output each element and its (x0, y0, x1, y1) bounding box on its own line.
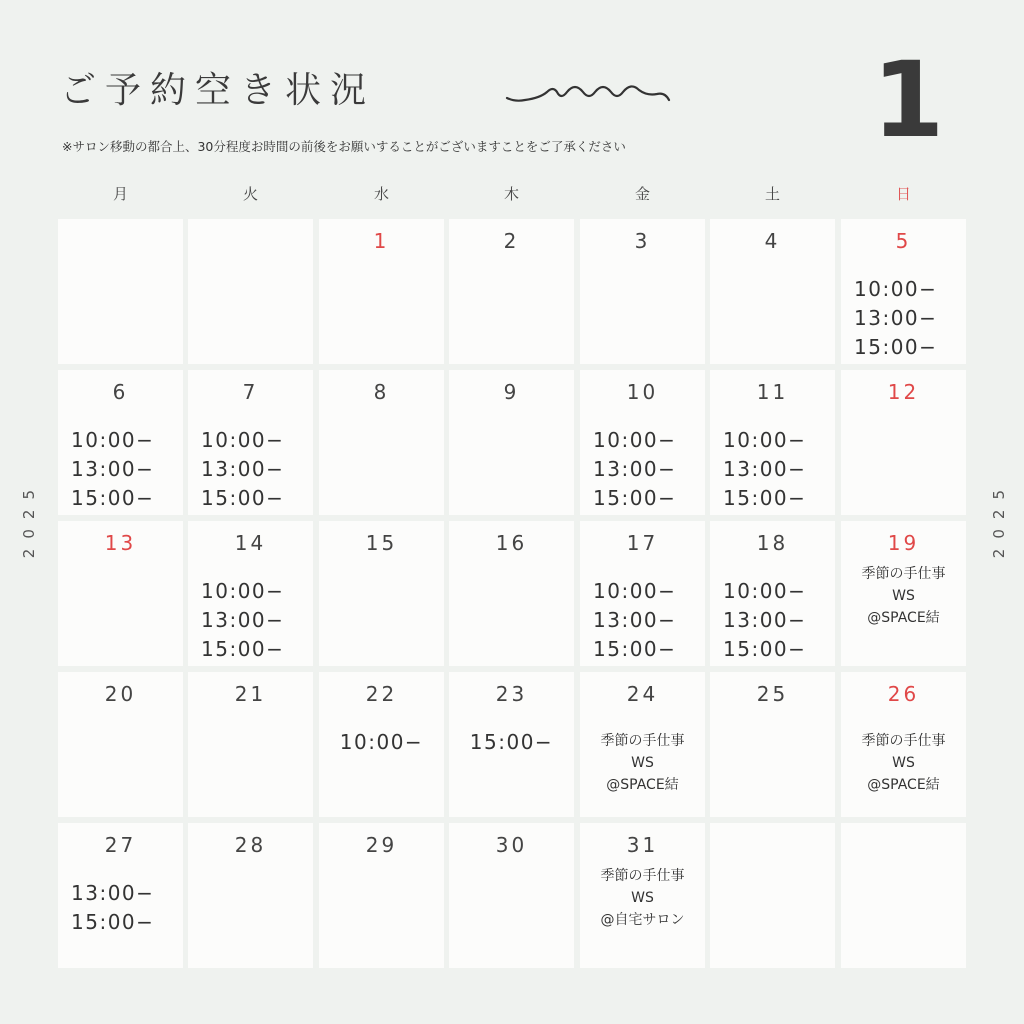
time-slot: 10:00− (854, 277, 938, 301)
available-times (71, 426, 154, 513)
available-times (319, 728, 444, 757)
calendar-day-cell[interactable] (449, 219, 574, 364)
calendar-day-cell[interactable] (319, 219, 444, 364)
available-times (723, 577, 806, 664)
time-slot: 13:00− (593, 608, 677, 632)
calendar-day-cell (58, 219, 183, 364)
time-slot: 13:00− (201, 608, 285, 632)
calendar-day-cell[interactable] (449, 370, 574, 515)
time-slot: 10:00− (593, 428, 677, 452)
calendar-day-cell[interactable] (580, 823, 705, 968)
year-label-right: 2025 (990, 480, 1008, 559)
calendar-day-cell[interactable] (188, 672, 313, 817)
available-times (201, 426, 284, 513)
calendar-day-cell[interactable] (841, 521, 966, 666)
calendar-day-cell (188, 219, 313, 364)
available-times (71, 879, 154, 937)
calendar-day-cell[interactable] (841, 370, 966, 515)
calendar-day-cell[interactable] (58, 521, 183, 666)
calendar-day-cell[interactable] (449, 672, 574, 817)
day-number: 18 (756, 531, 789, 555)
calendar-day-cell[interactable] (580, 219, 705, 364)
day-number: 31 (626, 833, 659, 857)
calendar-day-cell[interactable] (710, 219, 835, 364)
time-slot: 10:00− (201, 579, 285, 603)
time-slot: 13:00− (71, 457, 155, 481)
day-number: 16 (495, 531, 528, 555)
weekday-label: 金 (634, 185, 650, 203)
available-times (593, 577, 676, 664)
available-times (593, 426, 676, 513)
day-number: 15 (365, 531, 398, 555)
event-label (841, 730, 966, 796)
time-slot: 13:00− (201, 457, 285, 481)
calendar-day-cell[interactable] (580, 521, 705, 666)
day-number: 29 (365, 833, 398, 857)
time-slot: 10:00− (723, 579, 807, 603)
time-slot: 15:00− (723, 486, 807, 510)
calendar-day-cell[interactable] (319, 370, 444, 515)
day-number: 14 (234, 531, 267, 555)
calendar-day-cell[interactable] (58, 823, 183, 968)
calendar-day-cell[interactable] (319, 521, 444, 666)
day-number: 24 (626, 682, 659, 706)
calendar-day-cell[interactable] (841, 672, 966, 817)
event-label (580, 730, 705, 796)
weekday-label: 火 (242, 185, 258, 203)
calendar-day-cell[interactable] (319, 823, 444, 968)
time-slot: 15:00− (593, 637, 677, 661)
time-slot: 15:00− (854, 335, 938, 359)
day-number: 1 (373, 229, 390, 253)
month-number: 1 (872, 39, 945, 161)
calendar-day-cell (841, 823, 966, 968)
calendar-day-cell[interactable] (188, 521, 313, 666)
day-number: 21 (234, 682, 267, 706)
time-slot: 15:00− (201, 486, 285, 510)
event-line: WS (892, 588, 915, 604)
event-label (580, 865, 705, 931)
day-number: 30 (495, 833, 528, 857)
event-line: WS (892, 755, 915, 771)
calendar-day-cell[interactable] (449, 521, 574, 666)
calendar-day-cell[interactable] (188, 823, 313, 968)
time-slot: 10:00− (723, 428, 807, 452)
time-slot: 10:00− (201, 428, 285, 452)
day-number: 10 (626, 380, 659, 404)
calendar-day-cell[interactable] (58, 370, 183, 515)
calendar-day-cell (710, 823, 835, 968)
day-number: 8 (373, 380, 390, 404)
page-title: ご予約空き状況 (60, 70, 376, 111)
time-slot: 15:00− (201, 637, 285, 661)
day-number: 27 (104, 833, 137, 857)
available-times (449, 728, 574, 757)
calendar-day-cell[interactable] (710, 521, 835, 666)
calendar-day-cell[interactable] (58, 672, 183, 817)
event-line: @自宅サロン (600, 912, 685, 928)
time-slot: 15:00− (71, 486, 155, 510)
weekday-label: 水 (373, 185, 389, 203)
day-number: 3 (634, 229, 651, 253)
time-slot: 10:00− (71, 428, 155, 452)
available-times (201, 577, 284, 664)
day-number: 9 (503, 380, 520, 404)
time-slot: 15:00− (593, 486, 677, 510)
calendar-day-cell[interactable] (580, 672, 705, 817)
event-line: @SPACE結 (606, 777, 679, 793)
day-number: 22 (365, 682, 398, 706)
day-number: 28 (234, 833, 267, 857)
day-number: 17 (626, 531, 659, 555)
time-slot: 10:00− (593, 579, 677, 603)
calendar-day-cell[interactable] (319, 672, 444, 817)
event-line: WS (631, 755, 654, 771)
time-slot: 15:00− (469, 730, 554, 754)
event-line: WS (631, 890, 654, 906)
notice-text: ※サロン移動の都合上、30分程度お時間の前後をお願いすることがございますことをご了承ください (62, 139, 626, 154)
calendar-day-cell[interactable] (710, 672, 835, 817)
day-number: 12 (887, 380, 920, 404)
weekday-label: 日 (895, 185, 911, 203)
calendar-day-cell[interactable] (710, 370, 835, 515)
time-slot: 15:00− (723, 637, 807, 661)
available-times (854, 275, 937, 362)
weekday-label: 木 (503, 185, 519, 203)
time-slot: 13:00− (593, 457, 677, 481)
time-slot: 15:00− (71, 910, 155, 934)
day-number: 7 (242, 380, 259, 404)
event-line: 季節の手仕事 (861, 566, 946, 582)
day-number: 4 (764, 229, 781, 253)
wave-decoration-icon (505, 78, 675, 108)
time-slot: 13:00− (71, 881, 155, 905)
weekday-label: 月 (112, 185, 128, 203)
day-number: 11 (756, 380, 789, 404)
time-slot: 13:00− (723, 457, 807, 481)
time-slot: 13:00− (854, 306, 938, 330)
event-line: @SPACE結 (867, 777, 940, 793)
available-times (723, 426, 806, 513)
calendar-day-cell[interactable] (188, 370, 313, 515)
event-line: 季節の手仕事 (600, 868, 685, 884)
day-number: 13 (104, 531, 137, 555)
event-line: @SPACE結 (867, 610, 940, 626)
year-label-left: 2025 (20, 480, 38, 559)
day-number: 23 (495, 682, 528, 706)
day-number: 6 (112, 380, 129, 404)
event-line: 季節の手仕事 (600, 733, 685, 749)
day-number: 19 (887, 531, 920, 555)
day-number: 26 (887, 682, 920, 706)
calendar-day-cell[interactable] (449, 823, 574, 968)
time-slot: 13:00− (723, 608, 807, 632)
calendar-day-cell[interactable] (580, 370, 705, 515)
day-number: 25 (756, 682, 789, 706)
event-line: 季節の手仕事 (861, 733, 946, 749)
event-label (841, 563, 966, 629)
weekday-label: 土 (764, 185, 780, 203)
day-number: 2 (503, 229, 520, 253)
day-number: 5 (895, 229, 912, 253)
day-number: 20 (104, 682, 137, 706)
time-slot: 10:00− (339, 730, 424, 754)
calendar-day-cell[interactable] (841, 219, 966, 364)
